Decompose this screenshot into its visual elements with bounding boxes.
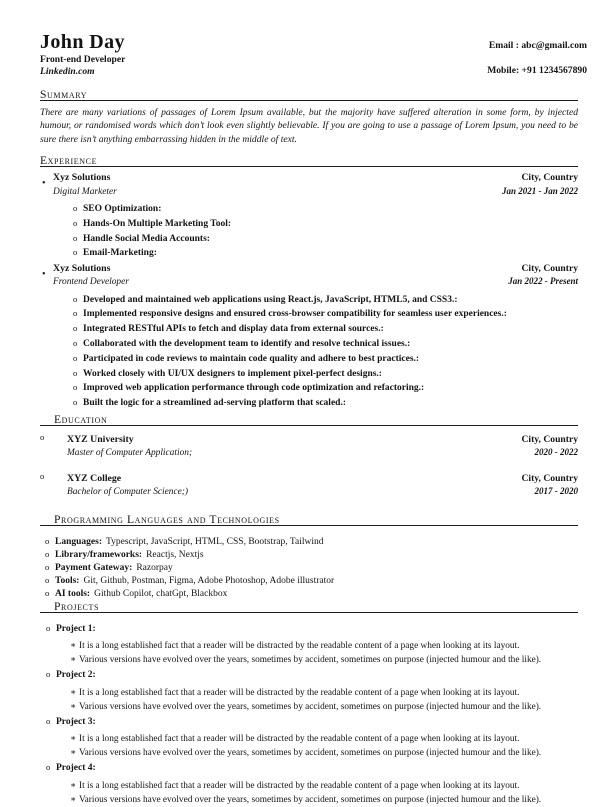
project-title: Project 1: [56, 623, 96, 634]
project-bullet-text: It is a long established fact that a reader will be distracted by the readable content of a page when looking at its layout. [79, 687, 520, 698]
linkedin-link[interactable]: Linkedin.com [40, 66, 95, 77]
circle-bullet-icon: o [73, 337, 78, 348]
circle-bullet-icon: o [73, 367, 78, 378]
circle-bullet-icon: o [40, 470, 45, 481]
section-education [40, 412, 578, 499]
experience-entry [40, 263, 578, 411]
circle-bullet-icon: o [46, 715, 51, 726]
project-title: Project 4: [56, 763, 96, 774]
role-title: Digital Marketer [53, 186, 117, 197]
project-entry [40, 715, 578, 761]
circle-bullet-icon: o [73, 323, 78, 334]
project-title-row [40, 761, 578, 775]
skills-item [45, 587, 578, 600]
project-title: Project 2: [56, 670, 96, 681]
project-bullet-list [70, 779, 578, 807]
education-entry-header [67, 473, 578, 485]
experience-bullet-text: Implemented responsive designs and ensured cross-browser compatibility for seamless user experiences.: [83, 309, 507, 320]
disc-bullet-icon: • [42, 268, 46, 280]
project-bullet-list [70, 686, 578, 714]
role-title: Frontend Developer [53, 277, 129, 288]
project-bullet-text: It is a long established fact that a reader will be distracted by the readable content of a page when looking at its layout. [79, 780, 520, 791]
email-text: Email : abc@gmail.com [488, 40, 587, 51]
project-title-row [40, 715, 578, 729]
projects-heading: Projects [40, 602, 578, 613]
school-name: XYZ College [67, 472, 122, 484]
experience-bullet-text: Hands-On Multiple Marketing Tool: [83, 218, 232, 229]
circle-bullet-icon: o [73, 203, 78, 214]
project-bullet-list [70, 639, 578, 667]
degree-name: Bachelor of Computer Science;) [67, 487, 189, 498]
circle-bullet-icon: o [45, 548, 50, 559]
degree-dates: 2020 - 2022 [534, 447, 578, 458]
asterisk-bullet-icon: ∗ [70, 700, 77, 711]
project-bullet [70, 700, 578, 714]
role-dates: Jan 2021 - Jan 2022 [501, 185, 578, 196]
experience-bullet-text: Email-Marketing: [83, 248, 157, 259]
resume-header [40, 30, 587, 77]
project-entry [40, 622, 578, 668]
circle-bullet-icon: o [73, 293, 78, 304]
experience-bullet [73, 396, 578, 411]
project-bullet [70, 686, 578, 700]
project-bullet-text: Various versions have evolved over the years, sometimes by accident, sometimes on purpose (injected humour and the like). [79, 748, 542, 759]
skills-heading: Programming Languages and Technologies [40, 515, 578, 526]
experience-bullet-text: Worked closely with UI/UX designers to implement pixel-perfect designs.: [83, 368, 382, 379]
project-title-row [40, 668, 578, 682]
circle-bullet-icon: o [46, 669, 51, 680]
experience-bullet-text: Improved web application performance through code optimization and refactoring.: [83, 383, 425, 394]
asterisk-bullet-icon: ∗ [70, 686, 77, 697]
circle-bullet-icon: o [45, 535, 50, 546]
asterisk-bullet-icon: ∗ [70, 733, 77, 744]
asterisk-bullet-icon: ∗ [70, 654, 77, 665]
circle-bullet-icon: o [73, 397, 78, 408]
contact-block [487, 40, 587, 76]
circle-bullet-icon: o [45, 587, 50, 598]
project-bullet [70, 653, 578, 667]
experience-entry-subheader [53, 185, 578, 198]
person-job-title: Front-end Developer [40, 54, 126, 65]
skills-item-value: Reactjs, Nextjs [146, 549, 204, 560]
education-entry-subheader [67, 485, 578, 499]
education-entry [40, 431, 578, 460]
experience-entry-subheader [53, 275, 578, 288]
circle-bullet-icon: o [46, 622, 51, 633]
skills-item-value: Git, Github, Postman, Figma, Adobe Photoshop, Adobe illustrator [83, 575, 335, 586]
experience-entry-header [53, 172, 578, 184]
experience-bullet [73, 307, 578, 322]
skills-item-label: Languages: [55, 536, 102, 547]
circle-bullet-icon: o [73, 382, 78, 393]
circle-bullet-icon: o [45, 574, 50, 585]
circle-bullet-icon: o [73, 217, 78, 228]
experience-entry [40, 172, 578, 261]
experience-entry-header [53, 263, 578, 275]
project-bullet [70, 639, 578, 653]
experience-bullet-text: Collaborated with the development team to identify and resolve technical issues.: [83, 338, 411, 349]
education-entry [40, 470, 578, 499]
mobile-text: Mobile: +91 1234567890 [487, 65, 587, 76]
skills-item-value: Razorpay [136, 562, 173, 573]
project-bullet [70, 793, 578, 807]
school-location: City, Country [521, 472, 578, 484]
circle-bullet-icon: o [40, 431, 45, 442]
project-bullet-list [70, 732, 578, 760]
skills-item [45, 548, 578, 561]
experience-bullet-text: SEO Optimization: [83, 204, 162, 215]
skills-list [40, 535, 578, 600]
circle-bullet-icon: o [73, 352, 78, 363]
asterisk-bullet-icon: ∗ [70, 793, 77, 804]
summary-paragraph: There are many variations of passages of Lorem Ipsum available, but the majority have suffered alteration in some form, by injected humour, or randomised words which don’t look even slightly believable. If you are going to use a passage of Lorem Ipsum, you need to be sure there isn’t anything embarrassing hidden in the middle of text. [40, 107, 578, 145]
education-entry-subheader [67, 446, 578, 460]
experience-bullet-list [73, 202, 578, 261]
experience-bullet [73, 246, 578, 261]
experience-bullet [73, 202, 578, 217]
section-summary [40, 90, 578, 146]
skills-item-label: Tools: [55, 575, 80, 586]
company-name: Xyz Solutions [53, 262, 111, 274]
project-entry [40, 761, 578, 807]
education-heading: Education [40, 415, 578, 426]
school-location: City, Country [521, 433, 578, 445]
asterisk-bullet-icon: ∗ [70, 747, 77, 758]
degree-name: Master of Computer Application; [67, 448, 193, 459]
disc-bullet-icon: • [42, 178, 46, 190]
project-bullet [70, 779, 578, 793]
summary-heading: Summary [40, 90, 578, 101]
skills-item [45, 561, 578, 574]
education-entry-header [67, 434, 578, 446]
skills-item [45, 574, 578, 587]
project-bullet [70, 746, 578, 760]
experience-bullet [73, 337, 578, 352]
project-entry [40, 668, 578, 714]
experience-bullet [73, 381, 578, 396]
company-name: Xyz Solutions [53, 172, 111, 184]
project-bullet-text: Various versions have evolved over the years, sometimes by accident, sometimes on purpose (injected humour and the like). [79, 794, 542, 805]
company-location: City, Country [521, 172, 578, 184]
project-bullet-text: Various versions have evolved over the years, sometimes by accident, sometimes on purpose (injected humour and the like). [79, 655, 542, 666]
experience-bullet-list [73, 293, 578, 411]
experience-bullet-text: Handle Social Media Accounts: [83, 233, 210, 244]
experience-bullet [73, 322, 578, 337]
section-experience [40, 156, 578, 411]
skills-item [45, 535, 578, 548]
project-bullet [70, 732, 578, 746]
skills-item-label: Payment Gateway: [55, 562, 133, 573]
experience-heading: Experience [40, 156, 578, 167]
experience-bullet-text: Built the logic for a streamlined ad-serving platform that scaled.: [83, 398, 346, 409]
experience-bullet [73, 293, 578, 308]
circle-bullet-icon: o [46, 762, 51, 773]
project-bullet-text: Various versions have evolved over the years, sometimes by accident, sometimes on purpose (injected humour and the like). [79, 701, 542, 712]
skills-item-value: Typescript, JavaScript, HTML, CSS, Bootstrap, Tailwind [105, 536, 324, 547]
experience-bullet-text: Integrated RESTful APIs to fetch and display data from external sources.: [83, 324, 384, 335]
circle-bullet-icon: o [73, 308, 78, 319]
skills-item-value: Github Copilot, chatGpt, Blackbox [94, 588, 228, 599]
company-location: City, Country [521, 262, 578, 274]
experience-bullet [73, 232, 578, 247]
experience-bullet [73, 352, 578, 367]
skills-item-label: AI tools: [55, 588, 91, 599]
circle-bullet-icon: o [73, 247, 78, 258]
asterisk-bullet-icon: ∗ [70, 779, 77, 790]
project-bullet-text: It is a long established fact that a reader will be distracted by the readable content of a page when looking at its layout. [79, 641, 520, 652]
degree-dates: 2017 - 2020 [534, 486, 578, 497]
experience-bullet [73, 367, 578, 382]
role-dates: Jan 2022 - Present [508, 276, 578, 287]
asterisk-bullet-icon: ∗ [70, 640, 77, 651]
section-skills [40, 512, 578, 600]
school-name: XYZ University [67, 433, 134, 445]
project-title: Project 3: [56, 716, 96, 727]
experience-bullet-text: Developed and maintained web applications using React.js, JavaScript, HTML5, and CSS3.: [83, 294, 458, 305]
person-name: John Day [40, 31, 125, 53]
circle-bullet-icon: o [45, 561, 50, 572]
section-projects [40, 599, 578, 807]
skills-item-label: Library/frameworks: [55, 549, 143, 560]
experience-bullet-text: Participated in code reviews to maintain code quality and adhere to best practices.: [83, 353, 420, 364]
circle-bullet-icon: o [73, 232, 78, 243]
experience-bullet [73, 217, 578, 232]
project-bullet-text: It is a long established fact that a reader will be distracted by the readable content of a page when looking at its layout. [79, 734, 520, 745]
project-title-row [40, 622, 578, 636]
